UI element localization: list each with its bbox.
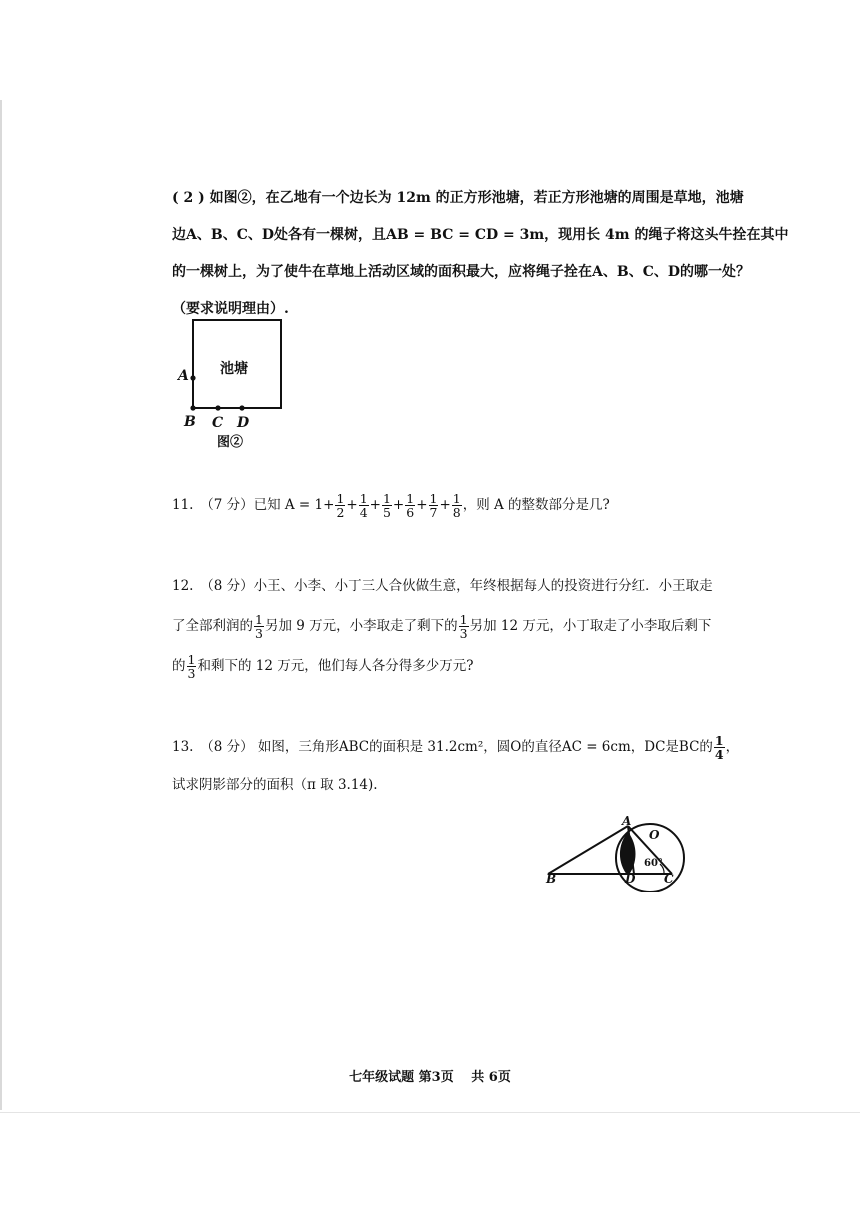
triangle-circle-diagram (538, 822, 698, 892)
q10-line-2: 边A、B、C、D处各有一棵树，且AB = BC = CD = 3m，现用长 4m 的绳子将这头牛拴在其中 (172, 227, 789, 243)
q11-frac-5: $\frac{1}{7}$ (429, 491, 438, 520)
page-bottom-edge (0, 1112, 860, 1113)
q12-line-3a: 的 (172, 658, 186, 674)
figure-13 (538, 814, 698, 892)
q12-line-2c: 另加 12 万元，小丁取走了小李取后剩下 (469, 618, 712, 634)
fig13-label-a: A (622, 814, 632, 828)
tree-b-dot (190, 405, 195, 410)
q12-frac-2: $\frac{1}{3}$ (459, 612, 468, 641)
label-b: B (184, 414, 196, 430)
q12-frac-3: $\frac{1}{3}$ (187, 652, 196, 681)
fig13-angle-label: 60° (644, 858, 663, 869)
fig13-label-o: O (649, 828, 660, 842)
q10-line-3: 的一棵树上，为了使牛在草地上活动区域的面积最大，应将绳子拴在A、B、C、D的哪一处？ (172, 264, 750, 280)
tree-d-dot (239, 405, 244, 410)
figure-2-caption: 图② (217, 435, 244, 450)
q10-line-1: ( 2 ) 如图②，在乙地有一个边长为 12m 的正方形池塘，若正方形池塘的周围是草地，池塘 (172, 190, 744, 206)
q12-line-2b: 另加 9 万元，小李取走了剩下的 (264, 618, 458, 634)
question-12 (172, 566, 713, 686)
question-11: 11. （7 分）已知 A = 1+ $\frac{1}{2}$ + $\frac{1}{4}$ + $\frac{1}{5}$ + $\frac{1}{6}$ + $\frac{1}{7}$ + $\frac{1}{8}$ ，则 A 的整数部分是几? (172, 491, 610, 520)
page-footer: 七年级试题 第3页 共 6页 (349, 1070, 511, 1085)
q12-frac-1: $\frac{1}{3}$ (255, 612, 263, 641)
q12-line-3b: 和剩下的 12 万元，他们每人各分得多少万元? (197, 658, 474, 674)
question-13 (172, 728, 739, 804)
q12-line-1: 12. （8 分）小王、小李、小丁三人合伙做生意，年终根据每人的投资进行分红．小王取走 (172, 578, 713, 594)
q13-frac: $\frac{1}{4}$ (714, 733, 724, 762)
q13-line-1a: 13. （8 分） 如图，三角形ABC的面积是 31.2cm²，圆O的直径AC = 6cm，DC是BC的 (172, 739, 713, 755)
q12-line-2a: 了全部利润的 (172, 618, 253, 634)
q11-frac-6: $\frac{1}{8}$ (452, 491, 461, 520)
tree-c-dot (215, 405, 220, 410)
label-a: A (178, 368, 189, 384)
fig13-label-b: B (546, 872, 557, 886)
q13-line-1b: ， (725, 739, 740, 755)
q13-line-2: 试求阴影部分的面积（π 取 3.14). (172, 777, 378, 793)
pond-label: 池塘 (220, 361, 248, 377)
q11-prefix: 11. （7 分）已知 A = 1+ (172, 497, 335, 513)
label-c: C (212, 415, 224, 431)
fig13-label-c: C (664, 872, 674, 886)
tree-a-dot (190, 375, 195, 380)
figure-2 (170, 312, 300, 452)
q11-frac-1: $\frac{1}{2}$ (336, 491, 345, 520)
q11-suffix: ，则 A 的整数部分是几? (462, 497, 610, 513)
fig13-label-d: D (625, 872, 636, 886)
q11-frac-3: $\frac{1}{5}$ (382, 491, 391, 520)
page-edge (0, 100, 2, 1110)
q10-line-4: （要求说明理由）. (172, 301, 289, 317)
q11-frac-2: $\frac{1}{4}$ (359, 491, 368, 520)
label-d: D (237, 415, 250, 431)
question-10-part-2 (172, 180, 789, 328)
q11-frac-4: $\frac{1}{6}$ (406, 491, 415, 520)
